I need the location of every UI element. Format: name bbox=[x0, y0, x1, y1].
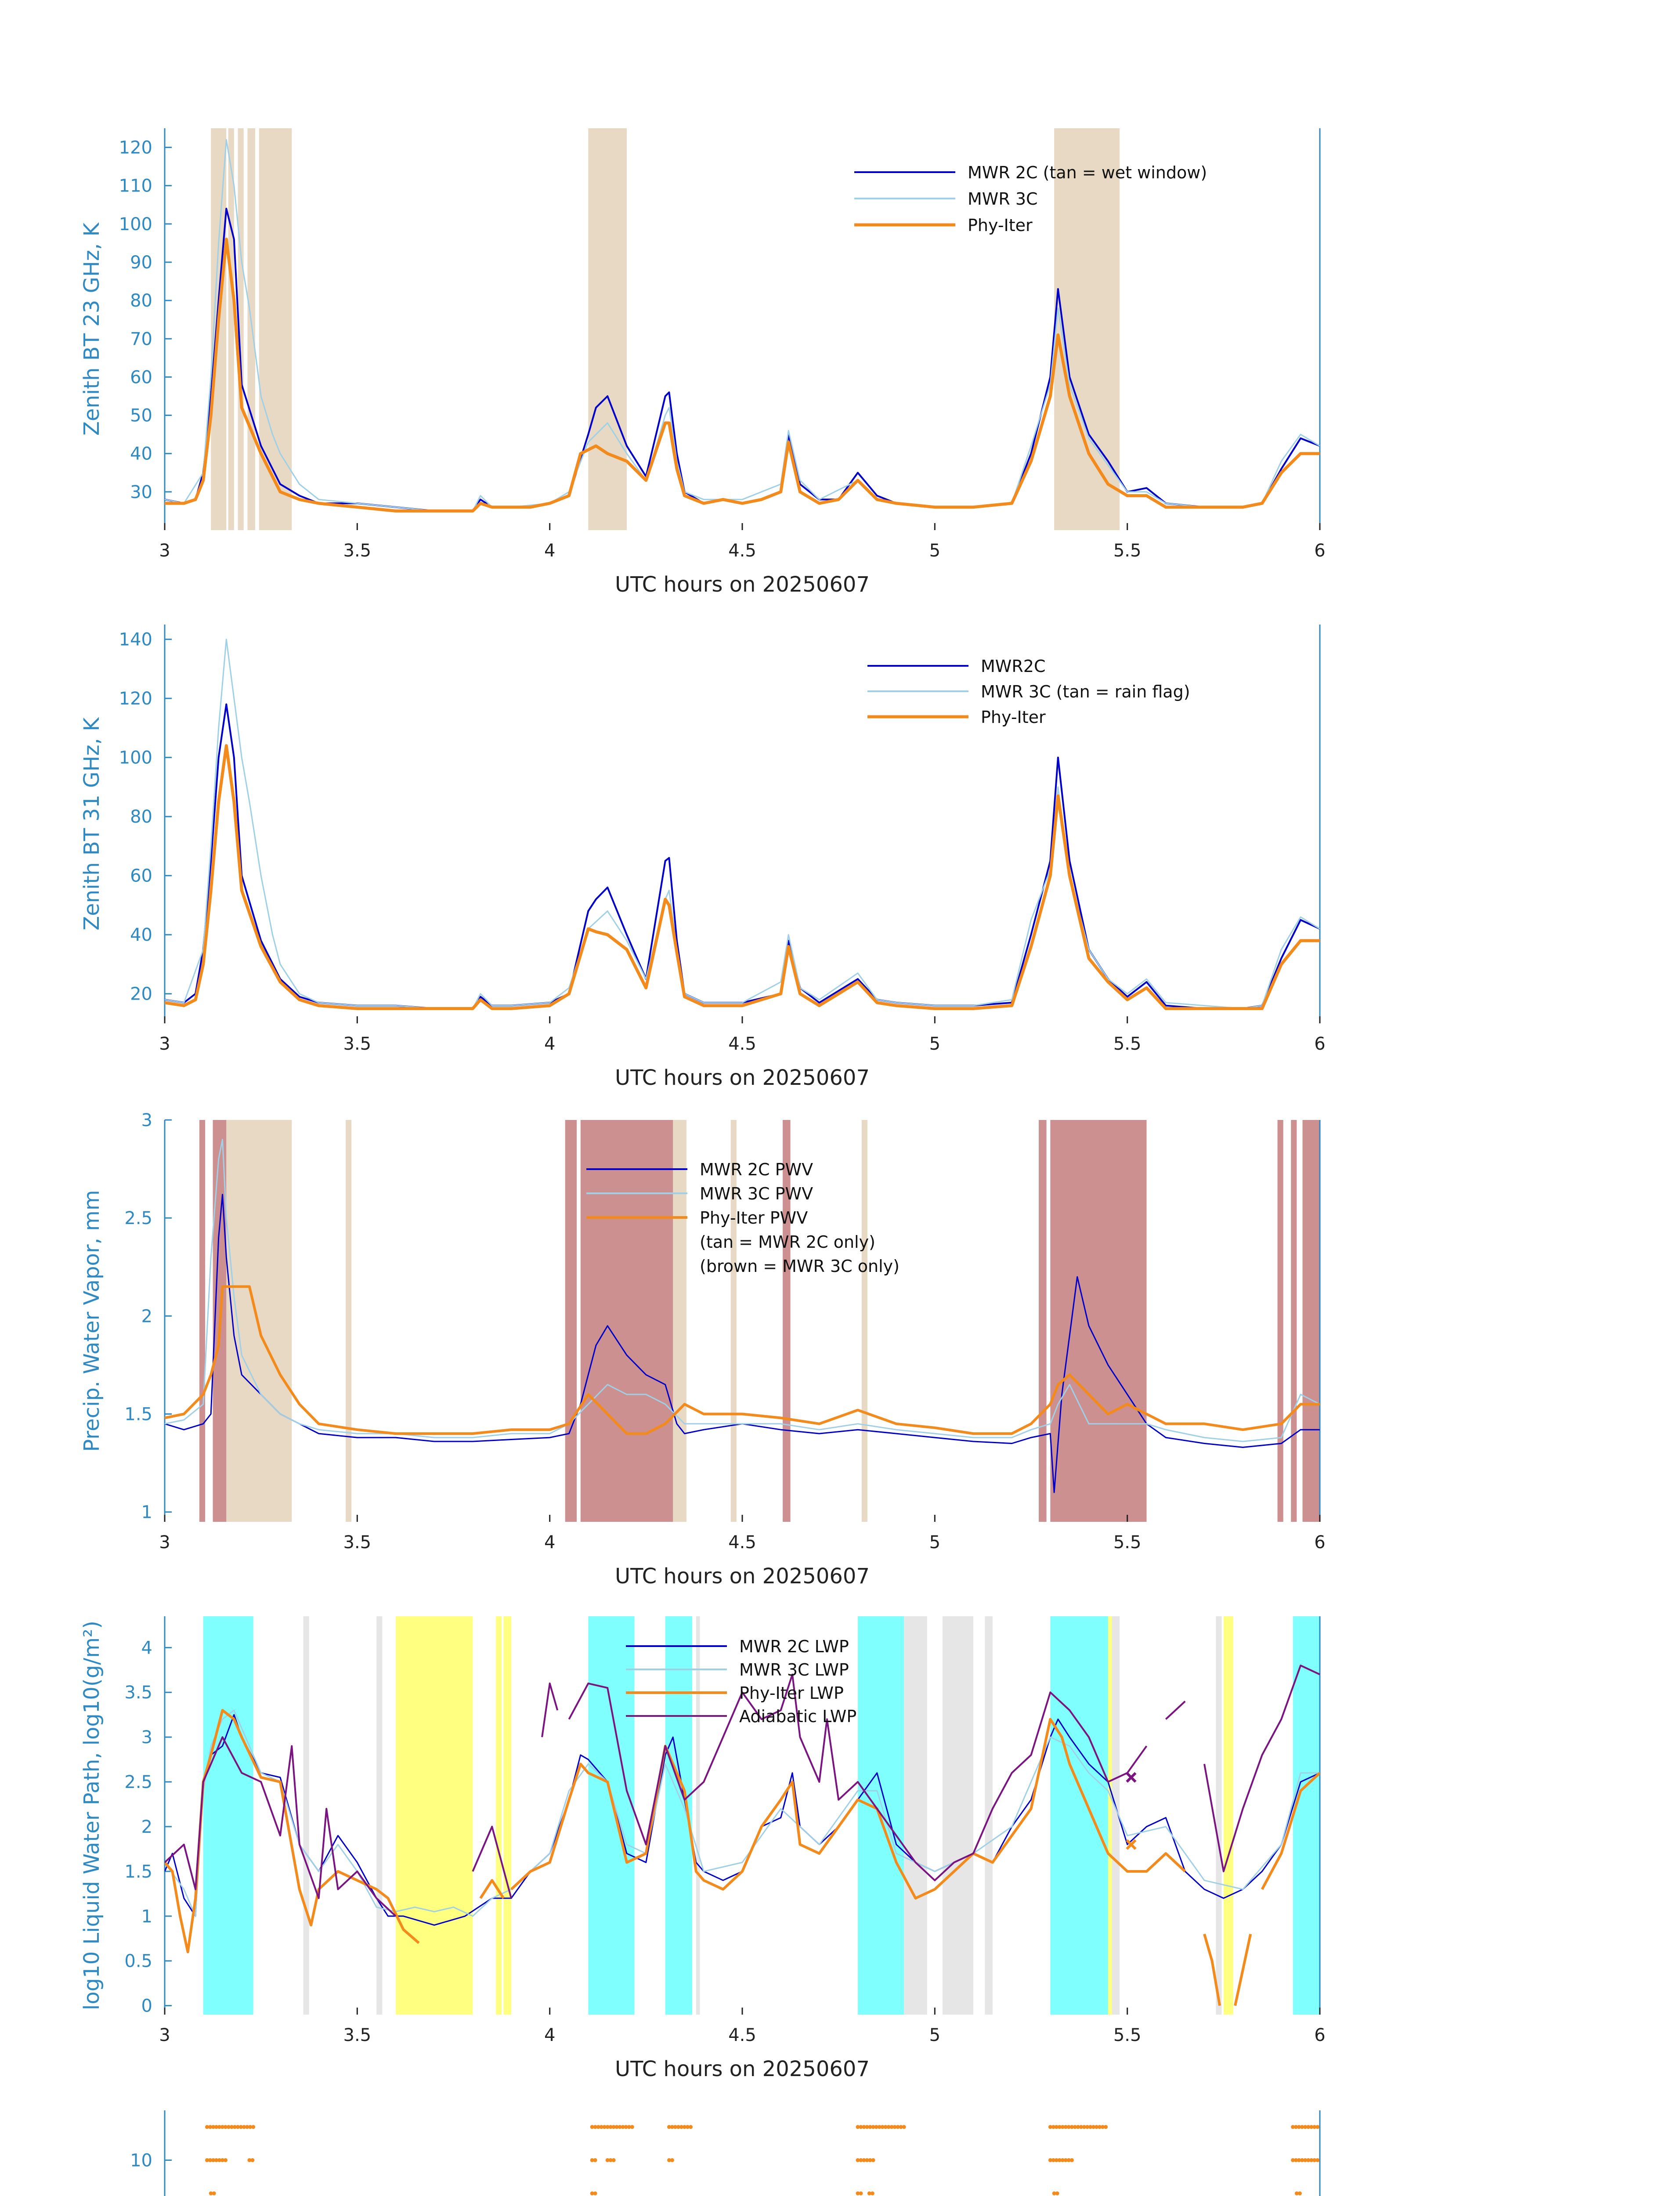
dq-flag-point bbox=[689, 2125, 693, 2129]
y-tick-label: 3.5 bbox=[124, 1683, 152, 1703]
legend-entry: MWR 2C (tan = wet window) bbox=[968, 163, 1207, 182]
y-tick-label: 10 bbox=[130, 2150, 152, 2171]
shaded-region-brown bbox=[1039, 1120, 1047, 1522]
dq-flag-point bbox=[630, 2125, 634, 2129]
x-tick-label: 3 bbox=[159, 1034, 170, 1054]
x-tick-label: 5.5 bbox=[1113, 2025, 1142, 2045]
legend-entry: MWR 3C (tan = rain flag) bbox=[981, 682, 1190, 701]
shaded-region-brown bbox=[1278, 1120, 1283, 1522]
legend-entry: (brown = MWR 3C only) bbox=[700, 1257, 900, 1276]
x-tick-label: 4.5 bbox=[728, 2025, 756, 2045]
x-tick-label: 3 bbox=[159, 2025, 170, 2045]
dq-flag-point bbox=[871, 2158, 875, 2162]
shaded-region-tan bbox=[228, 128, 234, 530]
shaded-region-gray bbox=[904, 1616, 927, 2015]
shaded-region-cyan bbox=[203, 1616, 253, 2015]
y-axis-label: Zenith BT 31 GHz, K bbox=[79, 717, 104, 931]
shaded-region-tan bbox=[247, 128, 255, 530]
x-tick-label: 5.5 bbox=[1113, 1034, 1142, 1054]
shaded-region-brown bbox=[581, 1120, 673, 1522]
dq-flag-point bbox=[1298, 2192, 1302, 2196]
shaded-region-brown bbox=[1303, 1120, 1320, 1522]
x-axis-label: UTC hours on 20250607 bbox=[615, 572, 870, 597]
shaded-region-brown bbox=[1050, 1120, 1146, 1522]
legend-entry: (tan = MWR 2C only) bbox=[700, 1232, 875, 1252]
y-tick-label: 0 bbox=[141, 1996, 152, 2016]
shaded-region-gray bbox=[696, 1616, 700, 2015]
dq-flag-point bbox=[250, 2158, 254, 2162]
y-axis-label: Precip. Water Vapor, mm bbox=[79, 1190, 104, 1452]
shaded-region-yellow bbox=[1108, 1616, 1112, 2015]
x-tick-label: 4.5 bbox=[728, 541, 756, 561]
y-tick-label: 20 bbox=[130, 984, 152, 1004]
shaded-region-brown bbox=[1291, 1120, 1297, 1522]
legend-entry: MWR2C bbox=[981, 657, 1046, 676]
y-tick-label: 100 bbox=[119, 214, 152, 235]
dq-flag-point bbox=[1315, 2125, 1319, 2129]
y-tick-label: 40 bbox=[130, 925, 152, 946]
y-tick-label: 60 bbox=[130, 866, 152, 886]
x-axis-label: UTC hours on 20250607 bbox=[615, 1564, 870, 1589]
dq-flag-point bbox=[224, 2158, 228, 2162]
x-tick-label: 6 bbox=[1314, 1034, 1326, 1054]
dq-flag-point bbox=[612, 2158, 616, 2162]
y-tick-label: 1 bbox=[141, 1906, 152, 1927]
dq-flag-point bbox=[1315, 2158, 1319, 2162]
x-tick-label: 6 bbox=[1314, 1532, 1326, 1553]
shaded-region-gray bbox=[303, 1616, 309, 2015]
x-tick-label: 5 bbox=[929, 1532, 941, 1553]
y-tick-label: 0.5 bbox=[124, 1951, 152, 1972]
dq-flag-point bbox=[212, 2192, 216, 2196]
shaded-region-yellow bbox=[1224, 1616, 1232, 2015]
y-tick-label: 80 bbox=[130, 291, 152, 311]
x-tick-label: 4.5 bbox=[728, 1532, 756, 1553]
legend-entry: MWR 2C PWV bbox=[700, 1160, 813, 1179]
dq-flag-point bbox=[593, 2192, 597, 2196]
dq-flag-point bbox=[670, 2158, 674, 2162]
shaded-region-cyan bbox=[588, 1616, 634, 2015]
y-tick-label: 1 bbox=[141, 1502, 152, 1523]
dq-flag-point bbox=[859, 2192, 863, 2196]
y-tick-label: 50 bbox=[130, 405, 152, 426]
dq-flag-point bbox=[1055, 2192, 1059, 2196]
x-tick-label: 3.5 bbox=[343, 541, 372, 561]
y-tick-label: 2.5 bbox=[124, 1772, 152, 1793]
y-tick-label: 1.5 bbox=[124, 1861, 152, 1882]
dq-flag-point bbox=[902, 2125, 906, 2129]
shaded-region-tan bbox=[862, 1120, 867, 1522]
shaded-region-yellow bbox=[1231, 1616, 1233, 2015]
shaded-region-gray bbox=[1216, 1616, 1221, 2015]
x-tick-label: 6 bbox=[1314, 2025, 1326, 2045]
x-tick-label: 5.5 bbox=[1113, 1532, 1142, 1553]
shaded-region-tan bbox=[673, 1120, 686, 1522]
x-tick-label: 4 bbox=[544, 2025, 556, 2045]
dq-flag-point bbox=[251, 2125, 255, 2129]
y-tick-label: 110 bbox=[119, 176, 152, 196]
legend-entry: Phy-Iter LWP bbox=[739, 1683, 844, 1703]
y-tick-label: 2.5 bbox=[124, 1208, 152, 1229]
shaded-region-yellow bbox=[396, 1616, 473, 2015]
legend-entry: Adiabatic LWP bbox=[739, 1707, 857, 1726]
shaded-region-gray bbox=[376, 1616, 382, 2015]
dq-flag-point bbox=[1070, 2158, 1074, 2162]
y-tick-label: 140 bbox=[119, 629, 152, 650]
dq-flag-point bbox=[593, 2158, 597, 2162]
shaded-region-tan bbox=[731, 1120, 737, 1522]
y-tick-label: 4 bbox=[141, 1638, 152, 1658]
legend-entry: MWR 2C LWP bbox=[739, 1637, 849, 1656]
shaded-region-brown bbox=[565, 1120, 577, 1522]
x-tick-label: 4.5 bbox=[728, 1034, 756, 1054]
shaded-region-yellow bbox=[503, 1616, 511, 2015]
x-tick-label: 3.5 bbox=[343, 1034, 372, 1054]
x-axis-label: UTC hours on 20250607 bbox=[615, 1065, 870, 1090]
y-tick-label: 80 bbox=[130, 807, 152, 827]
shaded-region-brown bbox=[199, 1120, 205, 1522]
x-axis-label: UTC hours on 20250607 bbox=[615, 2057, 870, 2081]
x-tick-label: 4 bbox=[544, 1532, 556, 1553]
x-tick-label: 5 bbox=[929, 1034, 941, 1054]
x-tick-label: 5 bbox=[929, 2025, 941, 2045]
shaded-region-cyan bbox=[1050, 1616, 1108, 2015]
shaded-region-tan bbox=[259, 128, 292, 530]
x-tick-label: 4 bbox=[544, 541, 556, 561]
shaded-region-brown bbox=[783, 1120, 791, 1522]
legend-entry: Phy-Iter bbox=[981, 708, 1046, 727]
y-tick-label: 3 bbox=[141, 1727, 152, 1748]
y-tick-label: 2 bbox=[141, 1306, 152, 1327]
shaded-region-yellow bbox=[496, 1616, 502, 2015]
legend-entry: MWR 3C PWV bbox=[700, 1184, 813, 1203]
y-tick-label: 60 bbox=[130, 367, 152, 388]
y-tick-label: 120 bbox=[119, 137, 152, 158]
legend-entry: MWR 3C LWP bbox=[739, 1660, 849, 1680]
x-tick-label: 4 bbox=[544, 1034, 556, 1054]
shaded-region-tan bbox=[226, 1120, 292, 1522]
shaded-region-tan bbox=[346, 1120, 351, 1522]
x-tick-label: 5.5 bbox=[1113, 541, 1142, 561]
y-tick-label: 30 bbox=[130, 482, 152, 502]
x-tick-label: 3 bbox=[159, 1532, 170, 1553]
shaded-region-gray bbox=[943, 1616, 973, 2015]
legend-entry: MWR 3C bbox=[968, 189, 1038, 209]
dq-flag-point bbox=[871, 2192, 874, 2196]
legend-entry: Phy-Iter bbox=[968, 216, 1033, 235]
shaded-region-tan bbox=[588, 128, 627, 530]
x-tick-label: 6 bbox=[1314, 541, 1326, 561]
y-tick-label: 90 bbox=[130, 253, 152, 273]
y-tick-label: 120 bbox=[119, 689, 152, 709]
dq-flag-point bbox=[1104, 2125, 1108, 2129]
y-tick-label: 40 bbox=[130, 444, 152, 464]
y-tick-label: 100 bbox=[119, 748, 152, 768]
legend-entry: Phy-Iter PWV bbox=[700, 1208, 808, 1228]
y-tick-label: 2 bbox=[141, 1817, 152, 1837]
x-tick-label: 3.5 bbox=[343, 2025, 372, 2045]
y-axis-label: log10 Liquid Water Path, log10(g/m²) bbox=[79, 1621, 104, 2010]
y-tick-label: 3 bbox=[141, 1110, 152, 1131]
x-tick-label: 3 bbox=[159, 541, 170, 561]
y-tick-label: 1.5 bbox=[124, 1404, 152, 1425]
x-tick-label: 3.5 bbox=[343, 1532, 372, 1553]
x-tick-label: 5 bbox=[929, 541, 941, 561]
y-axis-label: Zenith BT 23 GHz, K bbox=[79, 223, 104, 436]
y-tick-label: 70 bbox=[130, 329, 152, 350]
